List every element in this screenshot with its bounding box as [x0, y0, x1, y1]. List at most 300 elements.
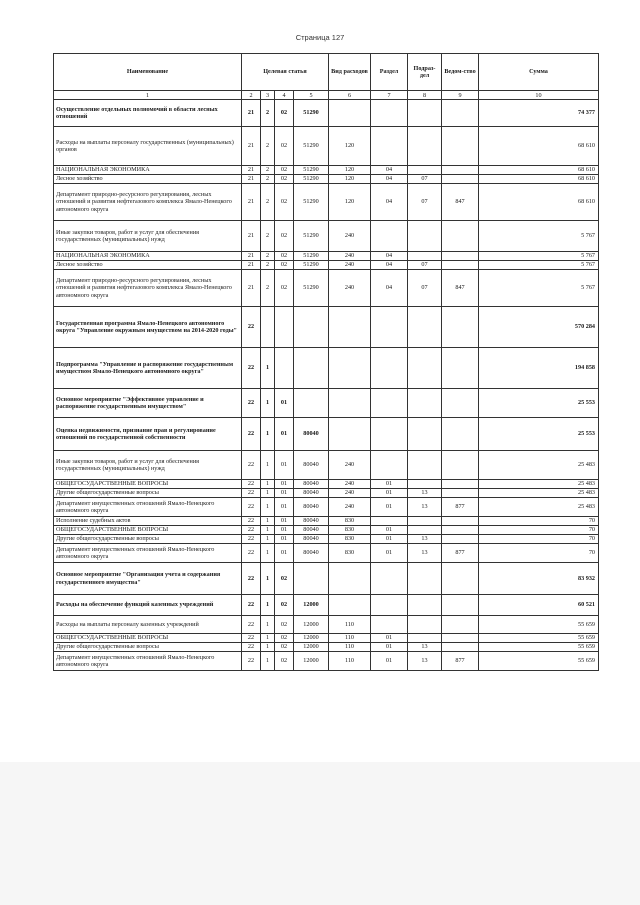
- row-name: Другие общегосударственные вопросы: [54, 643, 242, 652]
- header-expense-type: Вид расходов: [329, 54, 371, 91]
- table-row: [54, 544, 599, 563]
- target-code-2: 2: [261, 252, 275, 261]
- row-sum: 83 932: [479, 563, 599, 595]
- table-row: [54, 616, 599, 634]
- header-sum: Сумма: [479, 54, 599, 91]
- subsection: [408, 166, 442, 175]
- expense-type: 110: [329, 643, 371, 652]
- section: 04: [371, 184, 408, 221]
- department: [442, 261, 479, 270]
- subsection: [408, 634, 442, 643]
- target-code-2: 2: [261, 100, 275, 127]
- row-sum: 70: [479, 526, 599, 535]
- section: 01: [371, 480, 408, 489]
- target-code-4: [294, 563, 329, 595]
- table-row: [54, 184, 599, 221]
- target-code-3: 02: [275, 563, 294, 595]
- table-row: [54, 127, 599, 166]
- column-number: 9: [442, 91, 479, 100]
- target-code-2: 1: [261, 535, 275, 544]
- target-code-2: 1: [261, 526, 275, 535]
- table-row: [54, 307, 599, 348]
- expense-type: 240: [329, 221, 371, 252]
- subsection: 13: [408, 535, 442, 544]
- table-row: [54, 535, 599, 544]
- department: 877: [442, 652, 479, 671]
- department: [442, 616, 479, 634]
- section: [371, 348, 408, 389]
- row-sum: 55 659: [479, 652, 599, 671]
- column-number: 2: [242, 91, 261, 100]
- row-name: Расходы на обеспечение функций казенных учреждений: [54, 595, 242, 616]
- row-sum: 55 659: [479, 616, 599, 634]
- section: 01: [371, 643, 408, 652]
- target-code-3: 02: [275, 634, 294, 643]
- target-code-2: 2: [261, 261, 275, 270]
- row-name: Лесное хозяйство: [54, 175, 242, 184]
- target-code-4: 12000: [294, 652, 329, 671]
- target-code-1: 21: [242, 166, 261, 175]
- subsection: [408, 480, 442, 489]
- target-code-4: 51290: [294, 252, 329, 261]
- department: [442, 175, 479, 184]
- target-code-4: 80040: [294, 498, 329, 517]
- department: [442, 100, 479, 127]
- row-sum: 25 553: [479, 418, 599, 451]
- expense-type: 120: [329, 175, 371, 184]
- row-name: ОБЩЕГОСУДАРСТВЕННЫЕ ВОПРОСЫ: [54, 634, 242, 643]
- subsection: [408, 418, 442, 451]
- target-code-3: 01: [275, 451, 294, 480]
- section: 04: [371, 175, 408, 184]
- row-sum: 570 284: [479, 307, 599, 348]
- target-code-3: 01: [275, 517, 294, 526]
- target-code-4: 12000: [294, 643, 329, 652]
- subsection: [408, 389, 442, 418]
- target-code-4: [294, 307, 329, 348]
- department: [442, 634, 479, 643]
- target-code-4: 51290: [294, 127, 329, 166]
- section: [371, 517, 408, 526]
- department: [442, 307, 479, 348]
- row-sum: 194 858: [479, 348, 599, 389]
- table-row: [54, 348, 599, 389]
- table-row: [54, 221, 599, 252]
- target-code-1: 21: [242, 261, 261, 270]
- target-code-1: 22: [242, 451, 261, 480]
- budget-table-sheet: [53, 53, 598, 671]
- row-name: Лесное хозяйство: [54, 261, 242, 270]
- header-department: Ведом-ство: [442, 54, 479, 91]
- target-code-2: 1: [261, 489, 275, 498]
- row-name: НАЦИОНАЛЬНАЯ ЭКОНОМИКА: [54, 166, 242, 175]
- target-code-4: 51290: [294, 175, 329, 184]
- table-row: [54, 652, 599, 671]
- table-row: [54, 100, 599, 127]
- target-code-3: 02: [275, 184, 294, 221]
- section: 04: [371, 166, 408, 175]
- expense-type: 120: [329, 166, 371, 175]
- table-row: [54, 166, 599, 175]
- target-code-3: 01: [275, 544, 294, 563]
- table-body: [54, 100, 599, 671]
- column-number: 4: [275, 91, 294, 100]
- section: [371, 563, 408, 595]
- target-code-4: 12000: [294, 595, 329, 616]
- target-code-3: 02: [275, 652, 294, 671]
- row-sum: 5 767: [479, 221, 599, 252]
- target-code-3: 02: [275, 616, 294, 634]
- row-sum: 25 483: [479, 498, 599, 517]
- table-header-row: [54, 54, 599, 91]
- target-code-3: 02: [275, 100, 294, 127]
- row-name: Подпрограмма "Управление и распоряжение государственным имуществом Ямало-Ненецкого автономного округа": [54, 348, 242, 389]
- department: [442, 517, 479, 526]
- target-code-1: 21: [242, 270, 261, 307]
- row-sum: 68 610: [479, 127, 599, 166]
- target-code-1: 22: [242, 307, 261, 348]
- column-number: 10: [479, 91, 599, 100]
- row-sum: 60 521: [479, 595, 599, 616]
- row-name: ОБЩЕГОСУДАРСТВЕННЫЕ ВОПРОСЫ: [54, 480, 242, 489]
- department: [442, 389, 479, 418]
- subsection: [408, 526, 442, 535]
- expense-type: 830: [329, 517, 371, 526]
- target-code-4: 12000: [294, 616, 329, 634]
- target-code-3: 02: [275, 270, 294, 307]
- target-code-4: 51290: [294, 100, 329, 127]
- target-code-2: 2: [261, 166, 275, 175]
- target-code-3: 01: [275, 489, 294, 498]
- subsection: [408, 563, 442, 595]
- target-code-2: 2: [261, 270, 275, 307]
- section: [371, 100, 408, 127]
- target-code-2: 1: [261, 451, 275, 480]
- subsection: [408, 127, 442, 166]
- department: [442, 526, 479, 535]
- target-code-3: [275, 348, 294, 389]
- section: [371, 595, 408, 616]
- target-code-1: 22: [242, 634, 261, 643]
- table-row: [54, 643, 599, 652]
- department: [442, 643, 479, 652]
- expense-type: 240: [329, 480, 371, 489]
- target-code-3: 02: [275, 175, 294, 184]
- section: [371, 221, 408, 252]
- target-code-4: 51290: [294, 261, 329, 270]
- row-sum: 74 377: [479, 100, 599, 127]
- column-number: 3: [261, 91, 275, 100]
- row-name: Другие общегосударственные вопросы: [54, 489, 242, 498]
- row-name: Департамент природно-ресурсного регулирования, лесных отношений и развития нефтегазового комплекса Ямало-Ненецкого автономного округа: [54, 270, 242, 307]
- target-code-2: [261, 307, 275, 348]
- section: 01: [371, 526, 408, 535]
- target-code-2: 1: [261, 517, 275, 526]
- column-number: 6: [329, 91, 371, 100]
- row-sum: 68 610: [479, 175, 599, 184]
- row-name: Расходы на выплаты персоналу казенных учреждений: [54, 616, 242, 634]
- expense-type: 110: [329, 616, 371, 634]
- target-code-2: 2: [261, 175, 275, 184]
- row-name: Оценка недвижимости, признание прав и регулирование отношений по государственной собственности: [54, 418, 242, 451]
- target-code-4: 51290: [294, 166, 329, 175]
- subsection: [408, 517, 442, 526]
- target-code-3: 02: [275, 166, 294, 175]
- expense-type: 120: [329, 184, 371, 221]
- section: [371, 389, 408, 418]
- target-code-3: 01: [275, 480, 294, 489]
- section: 01: [371, 544, 408, 563]
- expense-type: [329, 307, 371, 348]
- target-code-2: 1: [261, 634, 275, 643]
- department: 877: [442, 544, 479, 563]
- header-subsection: Подраз-дел: [408, 54, 442, 91]
- row-sum: 5 767: [479, 252, 599, 261]
- department: [442, 418, 479, 451]
- target-code-2: 2: [261, 184, 275, 221]
- expense-type: 110: [329, 652, 371, 671]
- target-code-1: 21: [242, 175, 261, 184]
- target-code-1: 22: [242, 535, 261, 544]
- department: [442, 451, 479, 480]
- target-code-4: 80040: [294, 418, 329, 451]
- row-name: Департамент имущественных отношений Ямало-Ненецкого автономного округа: [54, 544, 242, 563]
- section: [371, 307, 408, 348]
- subsection: 13: [408, 489, 442, 498]
- subsection: 07: [408, 175, 442, 184]
- row-name: Государственная программа Ямало-Ненецкого автономного округа "Управление окружным имуществом на 2014-2020 годы": [54, 307, 242, 348]
- subsection: 13: [408, 544, 442, 563]
- header-section: Раздел: [371, 54, 408, 91]
- section: [371, 418, 408, 451]
- target-code-2: 1: [261, 418, 275, 451]
- row-name: Осуществление отдельных полномочий в области лесных отношений: [54, 100, 242, 127]
- target-code-1: 22: [242, 643, 261, 652]
- expense-type: 830: [329, 535, 371, 544]
- subsection: [408, 348, 442, 389]
- column-number: 1: [54, 91, 242, 100]
- target-code-1: 21: [242, 127, 261, 166]
- target-code-3: 01: [275, 418, 294, 451]
- subsection: 13: [408, 498, 442, 517]
- expense-type: 240: [329, 252, 371, 261]
- expense-type: 120: [329, 127, 371, 166]
- subsection: [408, 221, 442, 252]
- department: [442, 252, 479, 261]
- row-name: НАЦИОНАЛЬНАЯ ЭКОНОМИКА: [54, 252, 242, 261]
- header-name: Наименование: [54, 54, 242, 91]
- row-sum: 68 610: [479, 166, 599, 175]
- section: [371, 616, 408, 634]
- section: 01: [371, 489, 408, 498]
- expense-type: [329, 418, 371, 451]
- department: [442, 221, 479, 252]
- target-code-3: 02: [275, 595, 294, 616]
- target-code-4: 80040: [294, 526, 329, 535]
- target-code-1: 22: [242, 652, 261, 671]
- expense-type: 240: [329, 451, 371, 480]
- target-code-4: 80040: [294, 451, 329, 480]
- subsection: [408, 252, 442, 261]
- target-code-2: 1: [261, 389, 275, 418]
- target-code-1: 22: [242, 544, 261, 563]
- row-sum: 5 767: [479, 270, 599, 307]
- row-sum: 5 767: [479, 261, 599, 270]
- department: [442, 489, 479, 498]
- department: 877: [442, 498, 479, 517]
- target-code-4: 80040: [294, 517, 329, 526]
- department: [442, 535, 479, 544]
- section: 01: [371, 535, 408, 544]
- column-number: 8: [408, 91, 442, 100]
- table-row: [54, 418, 599, 451]
- target-code-4: 12000: [294, 634, 329, 643]
- table-row: [54, 489, 599, 498]
- section: 01: [371, 652, 408, 671]
- row-name: Департамент имущественных отношений Ямало-Ненецкого автономного округа: [54, 652, 242, 671]
- row-name: Основное мероприятие "Организация учета и содержания государственного имущества": [54, 563, 242, 595]
- target-code-1: 21: [242, 184, 261, 221]
- target-code-2: 1: [261, 616, 275, 634]
- target-code-1: 21: [242, 100, 261, 127]
- column-number-row: [54, 91, 599, 100]
- target-code-2: 2: [261, 127, 275, 166]
- column-number: 7: [371, 91, 408, 100]
- target-code-2: 1: [261, 595, 275, 616]
- target-code-1: 22: [242, 389, 261, 418]
- target-code-3: 02: [275, 252, 294, 261]
- row-sum: 25 483: [479, 480, 599, 489]
- row-name: Департамент имущественных отношений Ямало-Ненецкого автономного округа: [54, 498, 242, 517]
- target-code-1: 22: [242, 517, 261, 526]
- table-row: [54, 270, 599, 307]
- row-sum: 55 659: [479, 643, 599, 652]
- expense-type: [329, 563, 371, 595]
- row-name: Другие общегосударственные вопросы: [54, 535, 242, 544]
- target-code-3: 02: [275, 221, 294, 252]
- target-code-4: 80040: [294, 480, 329, 489]
- department: [442, 166, 479, 175]
- row-sum: 70: [479, 535, 599, 544]
- target-code-1: 22: [242, 526, 261, 535]
- subsection: [408, 595, 442, 616]
- table-row: [54, 389, 599, 418]
- subsection: [408, 307, 442, 348]
- table-row: [54, 480, 599, 489]
- target-code-1: 22: [242, 348, 261, 389]
- target-code-3: 02: [275, 643, 294, 652]
- section: [371, 451, 408, 480]
- table-row: [54, 498, 599, 517]
- table-row: [54, 517, 599, 526]
- target-code-3: 02: [275, 261, 294, 270]
- table-row: [54, 595, 599, 616]
- table-row: [54, 526, 599, 535]
- expense-type: [329, 348, 371, 389]
- department: [442, 348, 479, 389]
- row-name: Департамент природно-ресурсного регулирования, лесных отношений и развития нефтегазового комплекса Ямало-Ненецкого автономного округа: [54, 184, 242, 221]
- row-name: Основное мероприятие "Эффективное управление и распоряжение государственным имуществом": [54, 389, 242, 418]
- target-code-4: 51290: [294, 184, 329, 221]
- table-row: [54, 563, 599, 595]
- table-row: [54, 261, 599, 270]
- section: 04: [371, 270, 408, 307]
- column-number: 5: [294, 91, 329, 100]
- subsection: [408, 100, 442, 127]
- target-code-2: 1: [261, 643, 275, 652]
- section: 04: [371, 261, 408, 270]
- department: 847: [442, 184, 479, 221]
- target-code-2: 1: [261, 563, 275, 595]
- target-code-1: 22: [242, 489, 261, 498]
- department: [442, 595, 479, 616]
- target-code-1: 21: [242, 252, 261, 261]
- target-code-3: 01: [275, 535, 294, 544]
- expense-type: 240: [329, 489, 371, 498]
- row-name: Расходы на выплаты персоналу государственных (муниципальных) органов: [54, 127, 242, 166]
- row-sum: 70: [479, 544, 599, 563]
- target-code-1: 21: [242, 221, 261, 252]
- target-code-4: 80040: [294, 544, 329, 563]
- section: 01: [371, 498, 408, 517]
- subsection: 07: [408, 184, 442, 221]
- target-code-2: 1: [261, 480, 275, 489]
- row-name: Исполнение судебных актов: [54, 517, 242, 526]
- table-row: [54, 634, 599, 643]
- header-target-article: Целевая статья: [242, 54, 329, 91]
- table-row: [54, 175, 599, 184]
- row-name: ОБЩЕГОСУДАРСТВЕННЫЕ ВОПРОСЫ: [54, 526, 242, 535]
- target-code-3: 02: [275, 127, 294, 166]
- target-code-1: 22: [242, 418, 261, 451]
- target-code-1: 22: [242, 563, 261, 595]
- page-bottom-margin: [0, 762, 640, 905]
- target-code-2: 2: [261, 221, 275, 252]
- expense-type: [329, 100, 371, 127]
- subsection: [408, 616, 442, 634]
- target-code-4: 51290: [294, 221, 329, 252]
- target-code-4: 80040: [294, 535, 329, 544]
- section: [371, 127, 408, 166]
- page-header: Страница 127: [295, 33, 345, 42]
- target-code-2: 1: [261, 498, 275, 517]
- subsection: 07: [408, 261, 442, 270]
- table-row: [54, 252, 599, 261]
- row-sum: 25 483: [479, 451, 599, 480]
- row-sum: 70: [479, 517, 599, 526]
- target-code-1: 22: [242, 616, 261, 634]
- subsection: 13: [408, 643, 442, 652]
- subsection: [408, 451, 442, 480]
- row-sum: 25 553: [479, 389, 599, 418]
- department: [442, 563, 479, 595]
- budget-table: [53, 53, 599, 671]
- row-name: Иные закупки товаров, работ и услуг для обеспечения государственных (муниципальных) нужд: [54, 221, 242, 252]
- table-row: [54, 451, 599, 480]
- target-code-3: [275, 307, 294, 348]
- subsection: 13: [408, 652, 442, 671]
- subsection: 07: [408, 270, 442, 307]
- target-code-3: 01: [275, 389, 294, 418]
- row-sum: 55 659: [479, 634, 599, 643]
- target-code-4: 51290: [294, 270, 329, 307]
- target-code-3: 01: [275, 526, 294, 535]
- expense-type: 830: [329, 544, 371, 563]
- target-code-2: 1: [261, 652, 275, 671]
- expense-type: 240: [329, 498, 371, 517]
- expense-type: 240: [329, 261, 371, 270]
- department: 847: [442, 270, 479, 307]
